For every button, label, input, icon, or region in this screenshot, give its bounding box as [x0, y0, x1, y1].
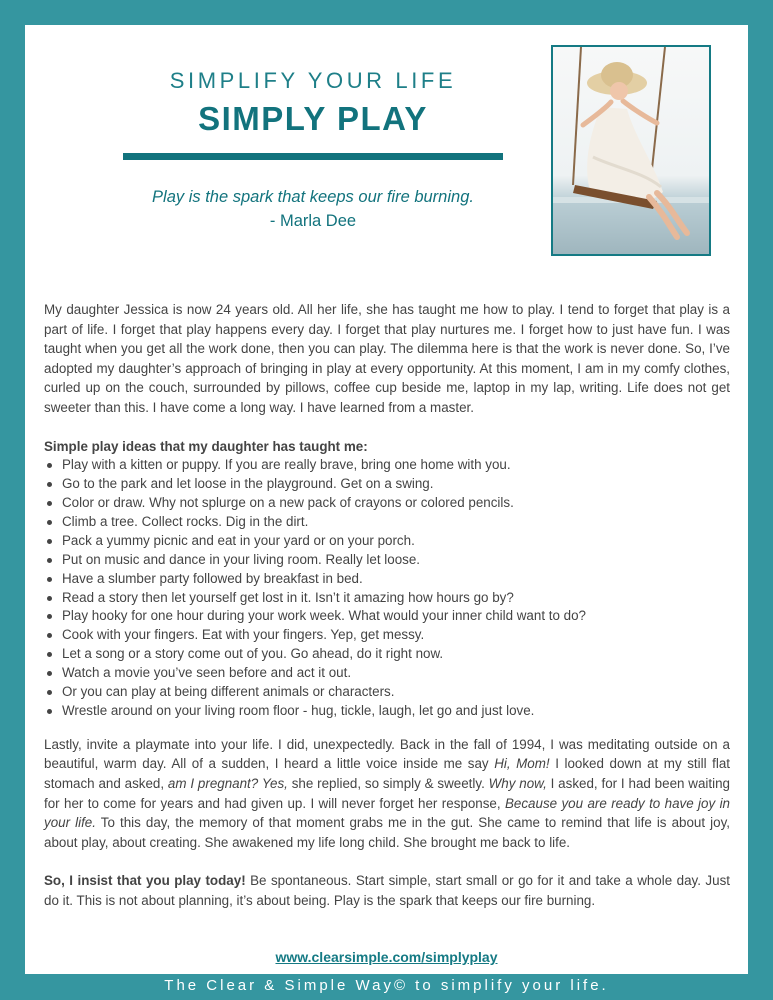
list-item: Play hooky for one hour during your work week. What would your inner child want to do?	[44, 607, 730, 626]
list-item: Wrestle around on your living room floor - hug, tickle, laugh, let go and just love.	[44, 702, 730, 721]
closing-emphasis: So, I insist that you play today!	[44, 873, 246, 889]
header-divider	[123, 153, 503, 160]
story-text: I looked down at my still flat stomach and asked,	[44, 756, 730, 792]
epigraph-quote	[123, 185, 503, 233]
list-item: Pack a yummy picnic and eat in your yard or on your porch.	[44, 532, 730, 551]
story-quote: Because you are ready to have joy in your life.	[44, 795, 730, 831]
story-text: I asked, for I had been waiting for her to come for years and had given up. I will never forget her response,	[44, 776, 730, 811]
girl-on-swing-photo	[551, 45, 711, 256]
list-item: Have a slumber party followed by breakfast in bed.	[44, 570, 730, 589]
story-text: Lastly, invite a playmate into your life. I did, unexpectedly. Back in the fall of 1994, I was meditating outside on a beautiful, warm day. All of a sudden, I heard a little voice inside me say	[44, 736, 730, 772]
list-item: Watch a movie you’ve seen before and act it out.	[44, 664, 730, 683]
intro-paragraph: My daughter Jessica is now 24 years old. All her life, she has taught me how to play. I tend to forget that play is a part of life. I forget that play happens every day. I forget that play nurtures me. I forget how to just have fun. I was taught when you get all the work done, then you can play. The dilemma here is that the work is never done. So, I’ve adopted my daughter’s approach of bringing in play at every opportunity. At this moment, I am in my comfy clothes, curled up on the couch, surrounded by pillows, coffee cup beside me, laptop in my lap, writing. Life does not get sweeter than this. I have come a long way. I have learned from a master.	[44, 302, 730, 415]
closing-paragraph	[44, 871, 730, 910]
footer-tagline: The Clear & Simple Way© to simplify your life.	[164, 977, 609, 994]
story-text: she replied, so simply & sweetly.	[287, 776, 489, 792]
list-item: Play with a kitten or puppy. If you are really brave, bring one home with you.	[44, 456, 730, 475]
story-quote: Hi, Mom!	[494, 756, 550, 772]
list-item: Climb a tree. Collect rocks. Dig in the dirt.	[44, 513, 730, 532]
list-item: Put on music and dance in your living room. Really let loose.	[44, 551, 730, 570]
website-link[interactable]: www.clearsimple.com/simplyplay	[275, 949, 498, 965]
ideas-list	[44, 456, 730, 721]
list-item: Let a song or a story come out of you. Go ahead, do it right now.	[44, 645, 730, 664]
quote-author: - Marla Dee	[269, 212, 357, 230]
story-quote: Why now,	[488, 776, 547, 792]
list-item: Color or draw. Why not splurge on a new pack of crayons or colored pencils.	[44, 494, 730, 513]
list-item: Or you can play at being different animals or characters.	[44, 683, 730, 702]
closing-text: Be spontaneous. Start simple, start small or go for it and take a whole day. Just do it. This is not about planning, it’s about being. Play is the spark that keeps our fire burning.	[44, 873, 730, 908]
list-item: Go to the park and let loose in the playground. Get on a swing.	[44, 475, 730, 494]
story-paragraph	[44, 735, 730, 853]
story-quote: am I pregnant? Yes,	[167, 776, 288, 792]
list-item: Read a story then let yourself get lost in it. Isn’t it amazing how hours go by?	[44, 589, 730, 608]
list-item: Cook with your fingers. Eat with your fingers. Yep, get messy.	[44, 626, 730, 645]
page-title: SIMPLY PLAY	[198, 100, 428, 137]
quote-text: Play is the spark that keeps our fire burning.	[152, 188, 474, 206]
article-body	[44, 300, 730, 911]
ideas-heading: Simple play ideas that my daughter has taught me:	[44, 438, 368, 454]
header-subtitle: SIMPLIFY YOUR LIFE	[169, 68, 457, 93]
document-page	[25, 25, 748, 974]
story-text: To this day, the memory of that moment grabs me in the gut. She came to remind that life is about joy, about play, about creating. She awakened my life long child. She brought me back to life.	[44, 815, 730, 850]
